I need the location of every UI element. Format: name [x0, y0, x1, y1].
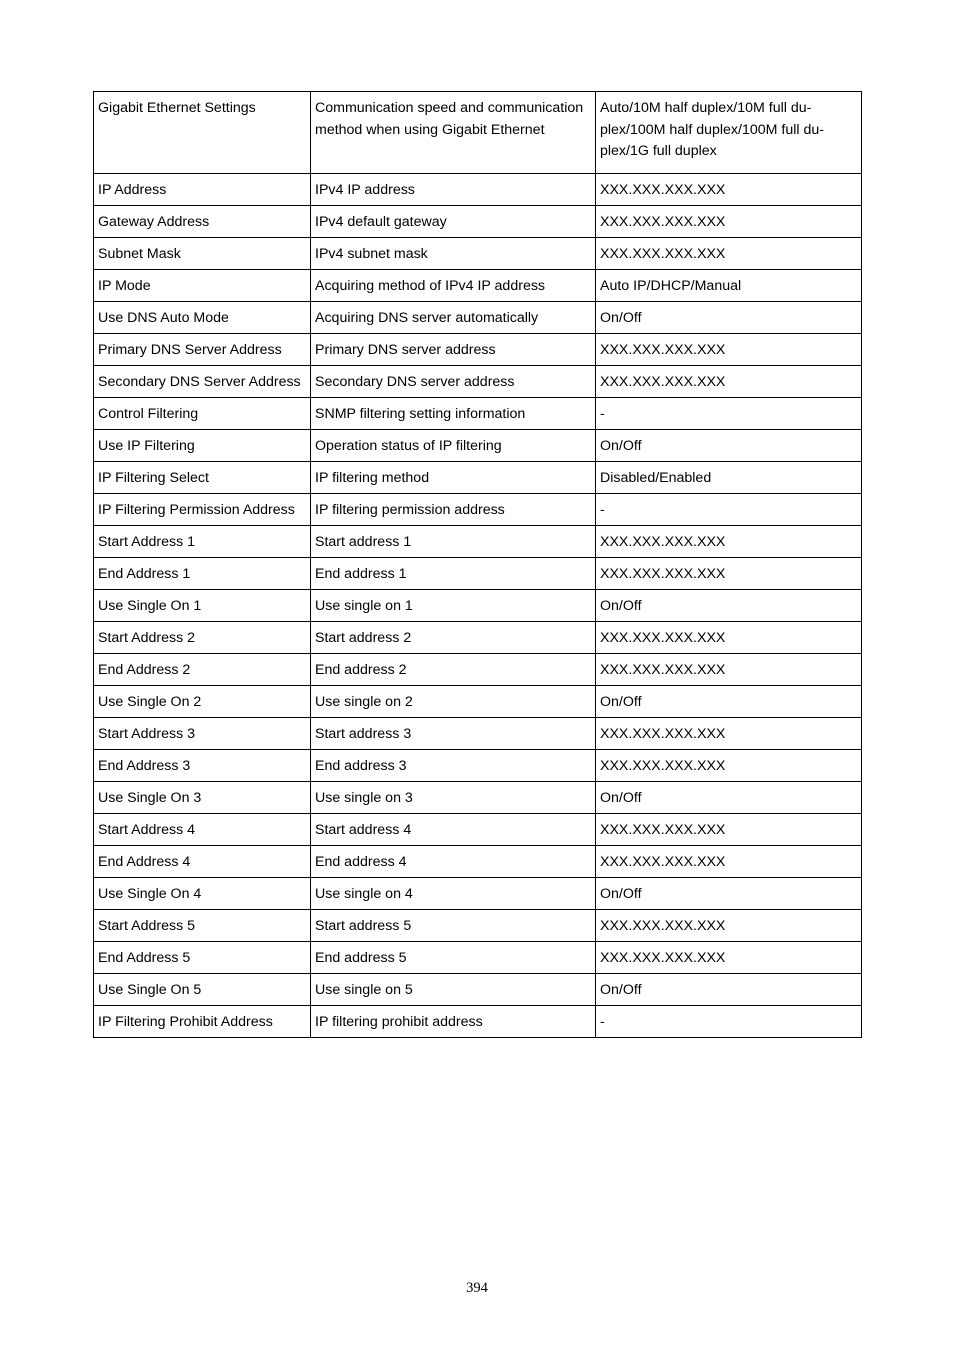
setting-description-cell: IPv4 IP address [311, 174, 596, 206]
setting-description-cell: Secondary DNS server address [311, 366, 596, 398]
setting-name-cell: Secondary DNS Server Address [94, 366, 311, 398]
table-row [94, 878, 862, 910]
setting-description-cell: Start address 2 [311, 622, 596, 654]
setting-value-cell: XXX.XXX.XXX.XXX [596, 238, 862, 270]
setting-description-cell: IPv4 default gateway [311, 206, 596, 238]
setting-description-cell: End address 1 [311, 558, 596, 590]
setting-name-cell: IP Mode [94, 270, 311, 302]
setting-value-cell: - [596, 398, 862, 430]
setting-value-cell: - [596, 1006, 862, 1038]
setting-description-cell: Use single on 5 [311, 974, 596, 1006]
setting-name-cell: Use Single On 4 [94, 878, 311, 910]
table-row [94, 206, 862, 238]
table-row [94, 334, 862, 366]
setting-description-cell: IP filtering prohibit address [311, 1006, 596, 1038]
setting-name-cell: Use DNS Auto Mode [94, 302, 311, 334]
setting-value-cell: XXX.XXX.XXX.XXX [596, 910, 862, 942]
setting-value-cell: On/Off [596, 686, 862, 718]
table-row [94, 590, 862, 622]
setting-description-cell: IP filtering permission address [311, 494, 596, 526]
setting-name-cell: IP Filtering Permission Address [94, 494, 311, 526]
setting-name-cell: End Address 3 [94, 750, 311, 782]
setting-name-cell: Control Filtering [94, 398, 311, 430]
setting-name-cell: Start Address 2 [94, 622, 311, 654]
setting-description-cell: Use single on 2 [311, 686, 596, 718]
setting-value-cell: On/Off [596, 974, 862, 1006]
setting-value-cell: XXX.XXX.XXX.XXX [596, 558, 862, 590]
setting-description-cell: End address 2 [311, 654, 596, 686]
table-row [94, 526, 862, 558]
table-row [94, 398, 862, 430]
table-row [94, 558, 862, 590]
setting-name-cell: Start Address 1 [94, 526, 311, 558]
setting-description-cell: Acquiring DNS server automatically [311, 302, 596, 334]
setting-value-cell: XXX.XXX.XXX.XXX [596, 814, 862, 846]
setting-name-cell: Use Single On 1 [94, 590, 311, 622]
setting-value-cell: XXX.XXX.XXX.XXX [596, 718, 862, 750]
setting-name-cell: Use Single On 2 [94, 686, 311, 718]
setting-value-cell: XXX.XXX.XXX.XXX [596, 622, 862, 654]
setting-value-cell: XXX.XXX.XXX.XXX [596, 206, 862, 238]
table-row [94, 814, 862, 846]
setting-name-cell: End Address 2 [94, 654, 311, 686]
setting-name-cell: End Address 4 [94, 846, 311, 878]
setting-value-cell: XXX.XXX.XXX.XXX [596, 942, 862, 974]
table-row [94, 622, 862, 654]
table-row [94, 654, 862, 686]
setting-value-cell: Auto IP/DHCP/Manual [596, 270, 862, 302]
setting-description-cell: Use single on 1 [311, 590, 596, 622]
table-row [94, 910, 862, 942]
setting-name-cell: Start Address 5 [94, 910, 311, 942]
setting-value-cell: On/Off [596, 430, 862, 462]
setting-description-cell: End address 3 [311, 750, 596, 782]
setting-name-cell: Subnet Mask [94, 238, 311, 270]
table-row [94, 270, 862, 302]
setting-description-cell: End address 4 [311, 846, 596, 878]
setting-description-cell: Operation status of IP filtering [311, 430, 596, 462]
setting-description-cell: IP filtering method [311, 462, 596, 494]
setting-name-cell: Gateway Address [94, 206, 311, 238]
setting-name-cell: Use Single On 3 [94, 782, 311, 814]
setting-value-cell: On/Off [596, 878, 862, 910]
setting-value-cell: XXX.XXX.XXX.XXX [596, 366, 862, 398]
setting-description-cell: Use single on 3 [311, 782, 596, 814]
setting-description-cell: Communication speed and communication method when using Gigabit Ethernet [311, 92, 596, 174]
setting-value-cell: XXX.XXX.XXX.XXX [596, 526, 862, 558]
page-number: 394 [466, 1280, 488, 1296]
table-row [94, 974, 862, 1006]
setting-name-cell: End Address 5 [94, 942, 311, 974]
settings-table [93, 91, 862, 1038]
setting-description-cell: IPv4 subnet mask [311, 238, 596, 270]
setting-name-cell: IP Address [94, 174, 311, 206]
setting-name-cell: Gigabit Ethernet Settings [94, 92, 311, 174]
setting-name-cell: Use IP Filtering [94, 430, 311, 462]
setting-value-cell: XXX.XXX.XXX.XXX [596, 334, 862, 366]
setting-description-cell: Use single on 4 [311, 878, 596, 910]
table-row [94, 302, 862, 334]
setting-name-cell: IP Filtering Prohibit Address [94, 1006, 311, 1038]
setting-description-cell: SNMP filtering setting information [311, 398, 596, 430]
setting-description-cell: End address 5 [311, 942, 596, 974]
setting-name-cell: Start Address 4 [94, 814, 311, 846]
setting-description-cell: Acquiring method of IPv4 IP address [311, 270, 596, 302]
setting-value-cell: XXX.XXX.XXX.XXX [596, 750, 862, 782]
setting-value-cell: XXX.XXX.XXX.XXX [596, 174, 862, 206]
table-row [94, 174, 862, 206]
table-row [94, 718, 862, 750]
setting-description-cell: Start address 3 [311, 718, 596, 750]
setting-name-cell: End Address 1 [94, 558, 311, 590]
table-row [94, 238, 862, 270]
setting-description-cell: Start address 5 [311, 910, 596, 942]
setting-description-cell: Start address 1 [311, 526, 596, 558]
setting-value-cell: On/Off [596, 590, 862, 622]
setting-value-cell: Auto/10M half duplex/10M full du- plex/100M half duplex/100M full du- plex/1G full duplex [596, 92, 862, 174]
setting-name-cell: Primary DNS Server Address [94, 334, 311, 366]
table-row [94, 750, 862, 782]
table-row [94, 942, 862, 974]
setting-description-cell: Start address 4 [311, 814, 596, 846]
setting-value-cell: XXX.XXX.XXX.XXX [596, 846, 862, 878]
table-row [94, 462, 862, 494]
setting-value-cell: - [596, 494, 862, 526]
table-row [94, 846, 862, 878]
setting-value-cell: On/Off [596, 782, 862, 814]
setting-name-cell: Use Single On 5 [94, 974, 311, 1006]
setting-value-cell: On/Off [596, 302, 862, 334]
setting-name-cell: IP Filtering Select [94, 462, 311, 494]
table-row [94, 494, 862, 526]
table-row [94, 366, 862, 398]
setting-description-cell: Primary DNS server address [311, 334, 596, 366]
table-row [94, 92, 862, 174]
table-row [94, 782, 862, 814]
table-row [94, 686, 862, 718]
table-row [94, 1006, 862, 1038]
setting-name-cell: Start Address 3 [94, 718, 311, 750]
setting-value-cell: Disabled/Enabled [596, 462, 862, 494]
table-row [94, 430, 862, 462]
setting-value-cell: XXX.XXX.XXX.XXX [596, 654, 862, 686]
